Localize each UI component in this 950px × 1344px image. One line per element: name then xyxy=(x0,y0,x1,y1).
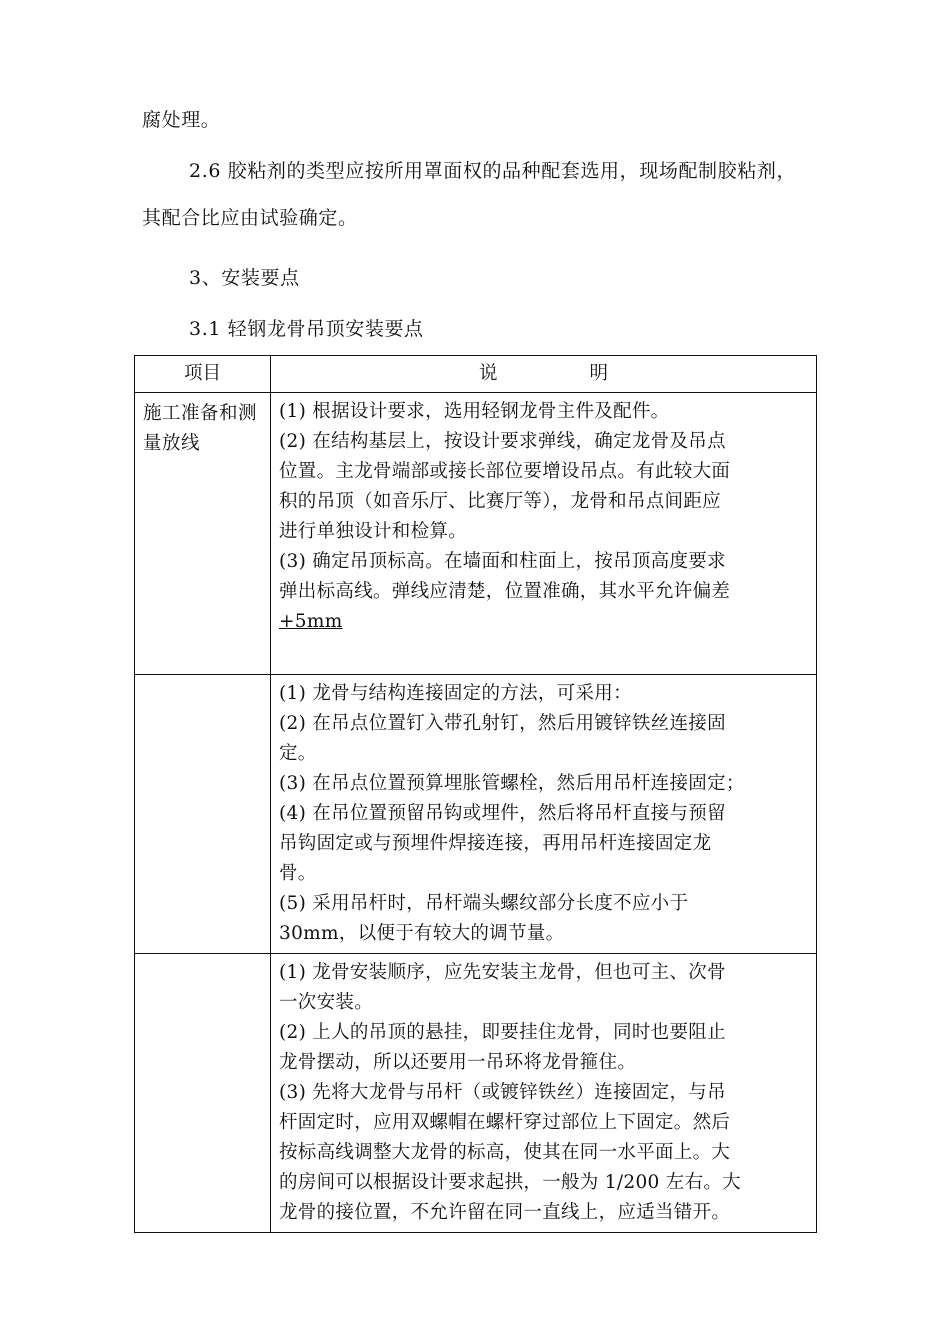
description-line: (3) 先将大龙骨与吊杆（或镀锌铁丝）连接固定，与吊 xyxy=(279,1082,726,1103)
description-line: 按标高线调整大龙骨的标高，使其在同一水平面上。大 xyxy=(279,1142,731,1163)
description-line: (3) 在吊点位置预算埋胀管螺栓，然后用吊杆连接固定； xyxy=(279,773,745,794)
description-line: 进行单独设计和检算。 xyxy=(279,521,468,542)
header-description-label: 说明 xyxy=(478,363,700,384)
section-heading-3: 3、安装要点 xyxy=(189,267,300,289)
description-line: (2) 上人的吊顶的悬挂，即要挂住龙骨，同时也要阻止 xyxy=(279,1022,726,1043)
row-item xyxy=(135,675,271,954)
description-line: (1) 龙骨安装顺序，应先安装主龙骨，但也可主、次骨 xyxy=(279,962,726,983)
row-description xyxy=(271,675,817,954)
row-description xyxy=(271,954,817,1233)
description-line: 杆固定时，应用双螺帽在螺杆穿过部位上下固定。然后 xyxy=(279,1112,731,1133)
description-line: (1) 龙骨与结构连接固定的方法，可采用： xyxy=(279,683,632,704)
description-line: 积的吊顶（如音乐厅、比赛厅等），龙骨和吊点间距应 xyxy=(279,491,721,512)
description-line: (2) 在结构基层上，按设计要求弹线，确定龙骨及吊点 xyxy=(279,431,726,452)
header-description xyxy=(271,356,817,393)
table-header-row xyxy=(135,356,817,393)
description-line: 位置。主龙骨端部或接长部位要增设吊点。有此较大面 xyxy=(279,461,731,482)
description-line: 龙骨摆动，所以还要用一吊环将龙骨箍住。 xyxy=(279,1052,637,1073)
description-line: 的房间可以根据设计要求起拱，一般为 1/200 左右。大 xyxy=(279,1172,741,1193)
description-line: (4) 在吊位置预留吊钩或埋件，然后将吊杆直接与预留 xyxy=(279,803,726,824)
installation-points-table xyxy=(134,355,817,1233)
description-line: (5) 采用吊杆时，吊杆端头螺纹部分长度不应小于 xyxy=(279,893,689,914)
tolerance-value: +5mm xyxy=(279,611,343,632)
description-line: 定。 xyxy=(279,743,317,764)
row-item xyxy=(135,954,271,1233)
paragraph-2-6: 2.6 胶粘剂的类型应按所用罩面权的品种配套选用，现场配制胶粘剂，其配合比应由试验确定。 xyxy=(142,160,797,229)
description-line: 30mm，以便于有较大的调节量。 xyxy=(279,923,565,944)
description-line: 一次安装。 xyxy=(279,992,374,1013)
table-row xyxy=(135,954,817,1233)
description-line: 吊钩固定或与预埋件焊接连接，再用吊杆连接固定龙 xyxy=(279,833,712,854)
subsection-heading-3-1: 3.1 轻钢龙骨吊顶安装要点 xyxy=(189,318,424,340)
description-line: 骨。 xyxy=(279,863,317,884)
description-line: 龙骨的接位置，不允许留在同一直线上，应适当错开。 xyxy=(279,1202,731,1223)
description-line: (1) 根据设计要求，选用轻钢龙骨主件及配件。 xyxy=(279,401,670,422)
row-item: 施工准备和测量放线 xyxy=(135,393,271,675)
table-row xyxy=(135,393,817,675)
description-line: (2) 在吊点位置钉入带孔射钉，然后用镀锌铁丝连接固 xyxy=(279,713,726,734)
description-line: (3) 确定吊顶标高。在墙面和柱面上，按吊顶高度要求 xyxy=(279,551,726,572)
description-line: 弹出标高线。弹线应清楚，位置准确，其水平允许偏差 xyxy=(279,581,731,602)
row-description xyxy=(271,393,817,675)
paragraph-continuation: 腐处理。 xyxy=(142,109,221,131)
header-item: 项目 xyxy=(135,356,271,393)
table-row xyxy=(135,675,817,954)
